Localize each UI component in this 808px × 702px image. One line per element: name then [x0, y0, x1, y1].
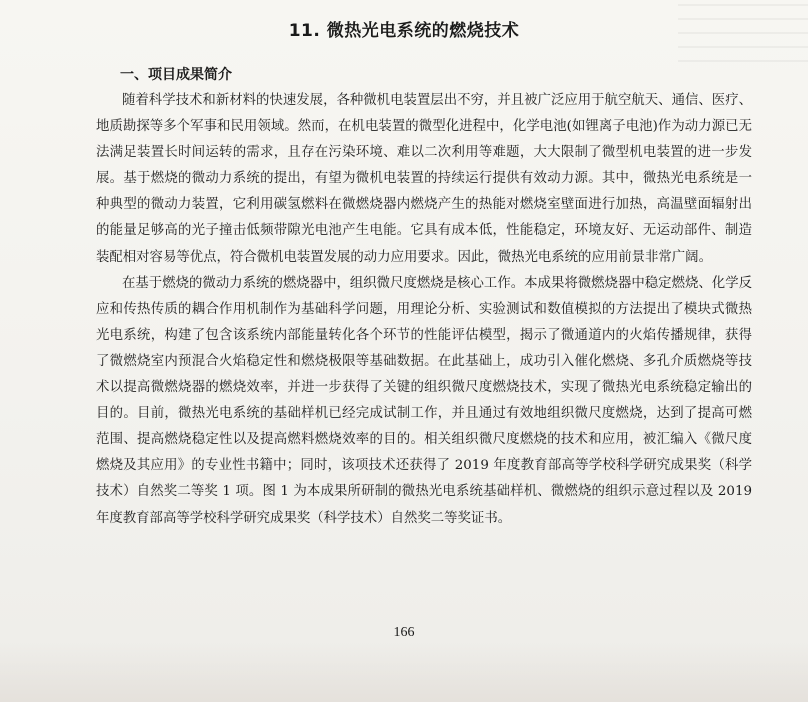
paragraph-2: 在基于燃烧的微动力系统的燃烧器中，组织微尺度燃烧是核心工作。本成果将微燃烧器中稳定燃烧、化学反应和传热传质的耦合作用机制作为基础科学问题，用理论分析、实验测试和数值模拟的方法提出了模块式微热光电系统，构建了包含该系统内部能量转化各个环节的性能评估模型，揭示了微通道内的火焰传播规律，获得了微燃烧室内预混合火焰稳定性和燃烧极限等基础数据。在此基础上，成功引入催化燃烧、多孔介质燃烧等技术以提高微燃烧器的燃烧效率，并进一步获得了关键的组织微尺度燃烧技术，实现了微热光电系统稳定输出的目的。目前，微热光电系统的基础样机已经完成试制工作，并且通过有效地组织微尺度燃烧，达到了提高可燃范围、提高燃烧稳定性以及提高燃料燃烧效率的目的。相关组织微尺度燃烧的技术和应用，被汇编入《微尺度燃烧及其应用》的专业性书籍中；同时，该项技术还获得了 2019 年度教育部高等学校科学研究成果奖（科学技术）自然奖二等奖 1 项。图 1 为本成果所研制的微热光电系统基础样机、微燃烧的组织示意过程以及 2019 年度教育部高等学校科学研究成果奖（科学技术）自然奖二等奖证书。: [96, 275, 752, 526]
body-text: [96, 88, 752, 532]
section-heading: 一、项目成果简介: [120, 67, 232, 83]
paragraph-1: 随着科学技术和新材料的快速发展，各种微机电装置层出不穷，并且被广泛应用于航空航天、通信、医疗、地质勘探等多个军事和民用领域。然而，在机电装置的微型化进程中，化学电池(如锂离子电池)作为动力源已无法满足装置长时间运转的需求，且存在污染环境、难以二次利用等难题，大大限制了微型机电装置的进一步发展。基于燃烧的微动力系统的提出，有望为微机电装置的持续运行提供有效动力源。其中，微热光电系统是一种典型的微动力装置，它利用碳氢燃料在微燃烧器内燃烧产生的热能对燃烧室壁面进行加热，高温壁面辐射出的能量足够高的光子撞击低频带隙光电池产生电能。它具有成本低，性能稳定，环境友好、无运动部件、制造装配相对容易等优点，符合微机电装置发展的动力应用要求。因此，微热光电系统的应用前景非常广阔。: [96, 93, 752, 265]
document-title: 11. 微热光电系统的燃烧技术: [288, 21, 520, 41]
page-number: 166: [393, 625, 415, 640]
page-edge-shadow: [0, 642, 808, 702]
